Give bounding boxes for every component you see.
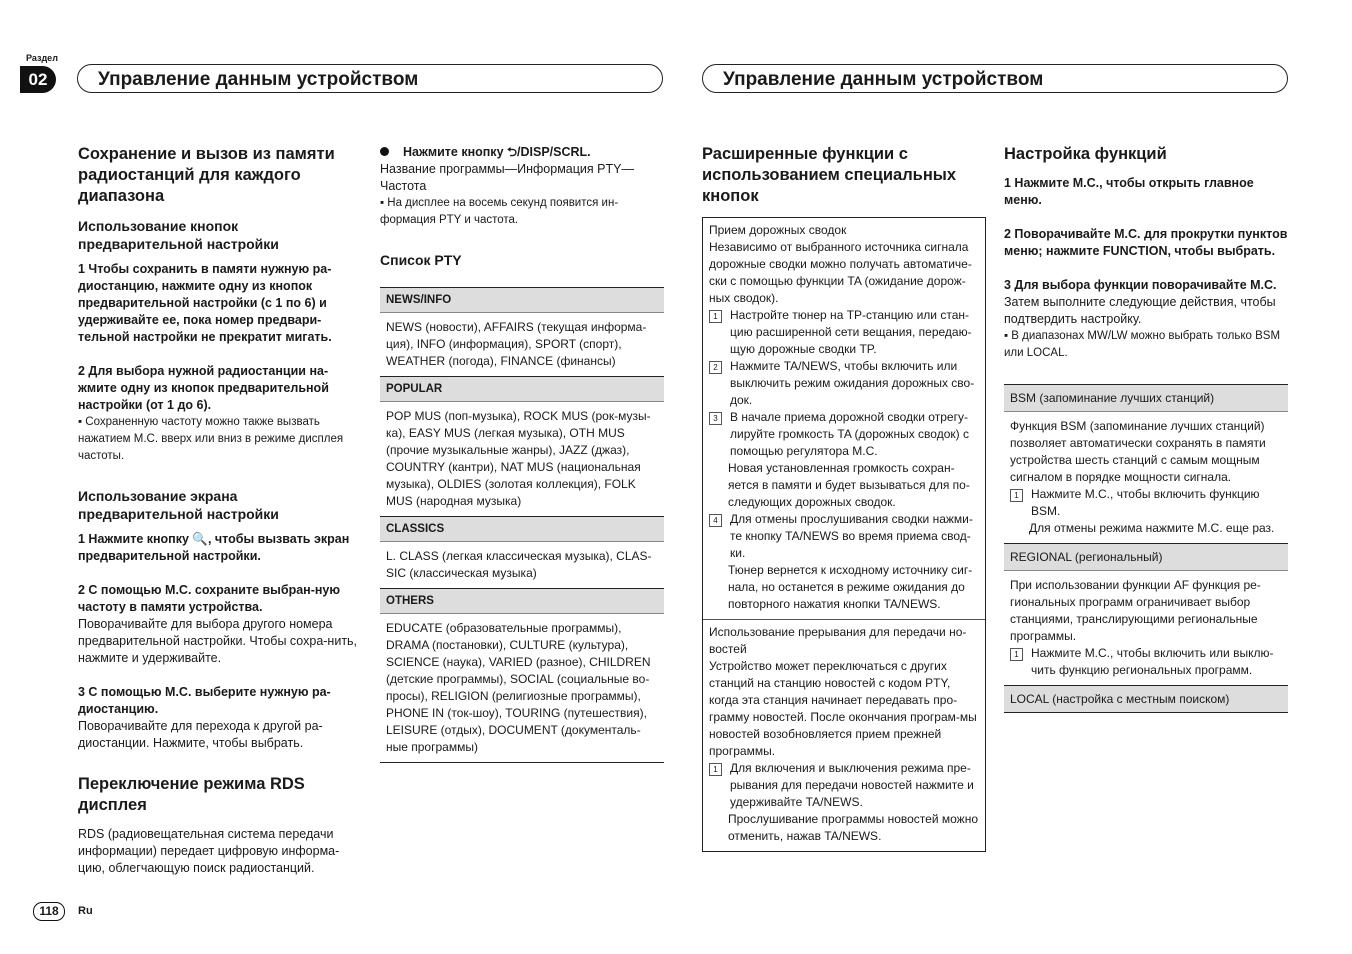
step-save-preset: 1 Чтобы сохранить в памяти нужную ра-диостанцию, нажмите одну из кнопок предварительной настройки (с 1 по 6) и удерживайте ее, пока номер предвари-тельной настройки не прекратит мигать. [78, 262, 332, 344]
heading-pty-list: Список PTY [380, 252, 462, 268]
column-4 [1004, 144, 1288, 713]
note-mwlw: ▪ В диапазонах MW/LW можно выбрать только BSM или LOCAL. [1004, 330, 1281, 359]
advanced-functions-box [702, 217, 986, 852]
step-select-function: 3 Для выбора функции поворачивайте M.C. [1004, 278, 1277, 292]
list-item: 1 Нажмите M.C., чтобы включить или выклю-чить функцию региональных программ. [1010, 645, 1282, 679]
list-item: 1 Для включения и выключения режима пре-рывания для передачи новостей нажмите и удерживайте TA/NEWS. [709, 760, 979, 811]
section-label: Раздел [26, 53, 58, 63]
text-disp-cycle: Название программы—Информация PTY—Частота [380, 162, 634, 193]
bsm-body: Функция BSM (запоминание лучших станций) позволяет автоматически сохранять в памяти устройства шесть станций с самым мощным сигналом в порядке мощности сигнала. 1 Нажмите M.C., чтобы включить функцию BSM. Для отмены режима нажмите M.C. еще раз. [1004, 411, 1288, 543]
step-scroll-menu: 2 Поворачивайте M.C. для прокрутки пунктов меню; нажмите FUNCTION, чтобы выбрать. [1004, 227, 1288, 258]
heading-preset-buttons: Использование кнопок предварительной настройки [78, 218, 279, 252]
column-1 [78, 144, 360, 877]
note-recall: ▪ Сохраненную частоту можно также вызвать нажатием M.C. вверх или вниз в режиме дисплея частоты. [78, 416, 344, 462]
list-item: 2 Нажмите TA/NEWS, чтобы включить или выключить режим ожидания дорожных сво-док. [709, 358, 979, 409]
list-item: 4 Для отмены прослушивания сводки нажми-те кнопку TA/NEWS во время приема свод-ки. [709, 511, 979, 562]
pty-head-news: NEWS/INFO [380, 287, 664, 313]
regional-body: При использовании функции AF функция ре-гиональных программ ограничивает выбор станциями, транслирующими региональные программы. 1 Нажмите M.C., чтобы включить или выклю-чить функцию региональных программ. [1004, 570, 1288, 685]
header-title-left: Управление данным устройством [77, 64, 663, 93]
news-section [703, 619, 985, 851]
section-number-badge: 02 [20, 66, 56, 93]
heading-advanced-functions: Расширенные функции с использованием специальных кнопок [702, 145, 957, 205]
list-item: Тюнер вернется к исходному источнику сиг-нала, но останется в режиме ожидания до повторного нажатия кнопки TA/NEWS. [728, 563, 973, 611]
function-table [1004, 384, 1288, 713]
text-rds: RDS (радиовещательная система передачи информации) передает цифровую информа-цию, облегчающую поиск радиостанций. [78, 827, 340, 875]
column-3 [702, 144, 986, 852]
regional-head: REGIONAL (региональный) [1004, 543, 1288, 570]
list-item: 1 Настройте тюнер на TP-станцию или стан-цию расширенной сети вещания, передаю-щую дорожные сводки TP. [709, 307, 979, 358]
list-item: Новая установленная громкость сохран-яется в памяти и будет вызываться для по-следующих дорожных сводок. [728, 461, 970, 509]
local-head: LOCAL (настройка с местным поиском) [1004, 685, 1288, 712]
bullet-icon [380, 147, 389, 156]
heading-save-recall: Сохранение и вызов из памяти радиостанций для каждого диапазона [78, 145, 335, 205]
heading-preset-screen: Использование экрана предварительной настройки [78, 488, 279, 522]
header-title-right: Управление данным устройством [702, 64, 1288, 93]
list-item: Для отмены режима нажмите M.C. еще раз. [1029, 521, 1275, 535]
note-disp: ▪ На дисплее на восемь секунд появится ин-формация PTY и частота. [380, 197, 619, 226]
news-text: Устройство может переключаться с других станций на станцию новостей с кодом PTY, когда эта станция начинает передавать про-грамму новостей. После окончания програм-мы новостей возобновляется прием прежней программы. [709, 659, 977, 758]
step-open-preset-screen: 1 Нажмите кнопку 🔍, чтобы вызвать экран предварительной настройки. [78, 532, 350, 563]
pty-body-others: EDUCATE (образовательные программы), DRAMA (постановки), CULTURE (культура), SCIENCE (наука), VARIED (разное), CHILDREN (детские программы), SOCIAL (социальные во-просы), RELIGION (религиозные программы), PHONE IN (ток-шоу), TOURING (путешествия), LEISURE (отдых), DOCUMENT (документаль-ные программы) [386, 621, 651, 754]
ta-title: Прием дорожных сводок [709, 223, 847, 237]
step-store-frequency: 2 С помощью M.C. сохраните выбран-ную частоту в памяти устройства. [78, 583, 341, 614]
text-select-station: Поворачивайте для перехода к другой ра-диостанции. Нажмите, чтобы выбрать. [78, 719, 323, 750]
list-item: 1 Нажмите M.C., чтобы включить функцию BSM. [1010, 486, 1282, 520]
pty-head-popular: POPULAR [380, 376, 664, 402]
list-item: Прослушивание программы новостей можно отменить, нажав TA/NEWS. [728, 812, 978, 843]
step-select-station: 3 С помощью M.C. выберите нужную ра-диостанцию. [78, 685, 331, 716]
pty-body-news: NEWS (новости), AFFAIRS (текущая информа-ция), INFO (информация), SPORT (спорт), WEATHER (погода), FINANCE (финансы) [386, 320, 647, 368]
heading-function-settings: Настройка функций [1004, 145, 1167, 163]
step-press-disp: Нажмите кнопку ⮌/DISP/SCRL. [380, 144, 664, 161]
pty-table [380, 287, 664, 763]
page-number: 118 [33, 902, 65, 921]
ta-text: Независимо от выбранного источника сигнала дорожные сводки можно получать автоматиче-ски с помощью функции TA (ожидание дорож-ных сводок). [709, 240, 972, 305]
heading-rds-display: Переключение режима RDS дисплея [78, 775, 305, 814]
step-select-preset: 2 Для выбора нужной радиостанции на-жмите одну из кнопок предварительной настройки (от 1 до 6). [78, 364, 329, 412]
text-store-frequency: Поворачивайте для выбора другого номера предварительной настройки. Чтобы сохра-нить, нажмите и удерживайте. [78, 617, 358, 665]
pty-head-classics: CLASSICS [380, 516, 664, 542]
pty-body-popular: POP MUS (поп-музыка), ROCK MUS (рок-музы-ка), EASY MUS (легкая музыка), OTH MUS (прочие музыкальные жанры), JAZZ (джаз), COUNTRY (кантри), NAT MUS (национальная музыка), OLDIES (золотая коллекция), FOLK MUS (народная музыка) [386, 409, 651, 508]
bsm-head: BSM (запоминание лучших станций) [1004, 384, 1288, 411]
language-code: Ru [78, 905, 93, 917]
ta-section [703, 218, 985, 619]
text-confirm: Затем выполните следующие действия, чтобы подтвердить настройку. [1004, 295, 1276, 326]
column-2 [380, 144, 664, 763]
step-open-menu: 1 Нажмите M.C., чтобы открыть главное меню. [1004, 176, 1254, 207]
pty-body-classics: L. CLASS (легкая классическая музыка), CLAS-SIC (классическая музыка) [386, 549, 652, 580]
news-title: Использование прерывания для передачи но-востей [709, 625, 967, 656]
pty-head-others: OTHERS [380, 588, 664, 614]
list-item: 3 В начале приема дорожной сводки отрегу-лируйте громкость TA (дорожных сводок) с помощью регулятора M.C. [709, 409, 979, 460]
